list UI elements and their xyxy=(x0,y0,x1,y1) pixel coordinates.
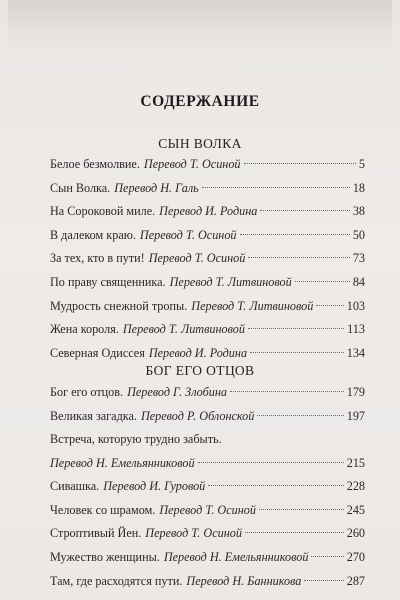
entry-title: Встреча, которую трудно забыть. xyxy=(50,432,222,447)
leader-dots xyxy=(240,234,350,235)
leader-dots xyxy=(230,391,344,392)
leader-dots xyxy=(244,163,356,164)
leader-dots xyxy=(208,485,343,486)
leader-dots xyxy=(248,257,349,258)
entry-page: 73 xyxy=(352,251,365,266)
entry-translator: Перевод И. Родина xyxy=(159,204,258,219)
leader-dots xyxy=(295,281,350,282)
entry-title: На Сороковой миле. xyxy=(50,204,156,219)
entry-page: 113 xyxy=(347,322,365,337)
entry-title: Белое безмолвие. xyxy=(50,157,140,171)
entry-title: Сын Волка. xyxy=(50,180,111,195)
toc-entry[interactable] xyxy=(50,499,365,523)
section-title-son-of-wolf: СЫН ВОЛКА xyxy=(158,136,242,151)
entry-translator: Перевод Т. Литвиновой xyxy=(191,298,314,313)
entry-translator: Перевод Н. Банникова xyxy=(186,573,302,588)
toc-entry[interactable] xyxy=(50,570,365,594)
section-title-god-of-fathers: БОГ ЕГО ОТЦОВ xyxy=(145,363,255,378)
leader-dots xyxy=(311,556,343,557)
entry-translator: Перевод Т. Осиной xyxy=(139,227,237,242)
entry-page: 134 xyxy=(346,345,365,360)
toc-section-1 xyxy=(50,153,365,365)
entry-translator: Перевод Н. Емельянниковой xyxy=(163,549,309,564)
leader-dots xyxy=(202,187,350,188)
entry-title: Там, где расходятся пути. xyxy=(50,573,183,588)
entry-title: Великая загадка. xyxy=(50,408,137,423)
leader-dots xyxy=(250,352,344,353)
entry-title: Жена короля. xyxy=(50,322,119,337)
leader-dots xyxy=(257,415,343,416)
entry-page: 50 xyxy=(352,227,365,242)
leader-dots xyxy=(316,305,343,306)
entry-title: Мужество женщины. xyxy=(50,549,160,564)
entry-translator: Перевод Н. Емельянниковой xyxy=(50,455,195,470)
entry-translator: Перевод Т. Осиной xyxy=(148,251,246,266)
toc-entry[interactable] xyxy=(50,200,365,224)
page-title: СОДЕРЖАНИЕ xyxy=(140,93,260,110)
entry-page: 215 xyxy=(346,455,365,470)
toc-section-2 xyxy=(50,381,365,593)
entry-translator: Перевод Н. Галь xyxy=(114,180,199,195)
toc-entry[interactable] xyxy=(50,428,365,475)
entry-title: По праву священника. xyxy=(50,274,166,289)
entry-page: 228 xyxy=(346,479,365,494)
entry-translator: Перевод Р. Облонской xyxy=(140,408,255,423)
entry-title: Сивашка. xyxy=(50,479,100,494)
entry-page: 287 xyxy=(346,573,365,588)
leader-dots xyxy=(198,462,344,463)
entry-page: 270 xyxy=(346,549,365,564)
entry-page: 245 xyxy=(346,502,365,517)
entry-translator: Перевод Т. Литвиновой xyxy=(169,274,292,289)
entry-page: 197 xyxy=(346,408,365,423)
toc-entry[interactable] xyxy=(50,224,365,248)
toc-entry[interactable] xyxy=(50,153,365,177)
leader-dots xyxy=(260,210,349,211)
leader-dots xyxy=(259,509,344,510)
entry-title: Северная Одиссея xyxy=(50,345,145,360)
entry-translator: Перевод Т. Осиной xyxy=(159,502,256,517)
entry-title: За тех, кто в пути! xyxy=(50,251,145,266)
toc-entry[interactable] xyxy=(50,342,365,366)
entry-title: Бог его отцов. xyxy=(50,385,124,399)
leader-dots xyxy=(248,328,344,329)
toc-entry[interactable] xyxy=(50,271,365,295)
toc-entry[interactable] xyxy=(50,177,365,201)
entry-page: 84 xyxy=(352,274,365,289)
entry-page: 38 xyxy=(352,204,365,219)
entry-title: В далеком краю. xyxy=(50,227,136,242)
toc-entry[interactable] xyxy=(50,295,365,319)
entry-translator: Перевод И. Гуровой xyxy=(103,479,206,494)
leader-dots xyxy=(304,580,343,581)
entry-translator: Перевод Т. Осиной xyxy=(145,526,242,541)
toc-entry[interactable] xyxy=(50,247,365,271)
page-bleed-shadow xyxy=(8,0,392,46)
leader-dots xyxy=(245,532,344,533)
entry-page: 5 xyxy=(358,157,365,171)
entry-translator: Перевод Т. Литвиновой xyxy=(122,322,245,337)
toc-entry[interactable] xyxy=(50,546,365,570)
entry-page: 179 xyxy=(346,385,365,399)
toc-entry[interactable] xyxy=(50,522,365,546)
entry-translator: Перевод Т. Осиной xyxy=(143,157,241,171)
entry-page: 260 xyxy=(346,526,365,541)
toc-entry[interactable] xyxy=(50,475,365,499)
toc-entry[interactable] xyxy=(50,405,365,429)
entry-title: Мудрость снежной тропы. xyxy=(50,298,188,313)
toc-entry[interactable] xyxy=(50,318,365,342)
entry-page: 18 xyxy=(352,180,365,195)
entry-title: Строптивый Йен. xyxy=(50,526,142,541)
entry-translator: Перевод Г. Злобина xyxy=(127,385,227,399)
toc-entry[interactable] xyxy=(50,381,365,405)
entry-title: Человек со шрамом. xyxy=(50,502,156,517)
entry-page: 103 xyxy=(346,298,365,313)
entry-translator: Перевод И. Родина xyxy=(148,345,248,360)
